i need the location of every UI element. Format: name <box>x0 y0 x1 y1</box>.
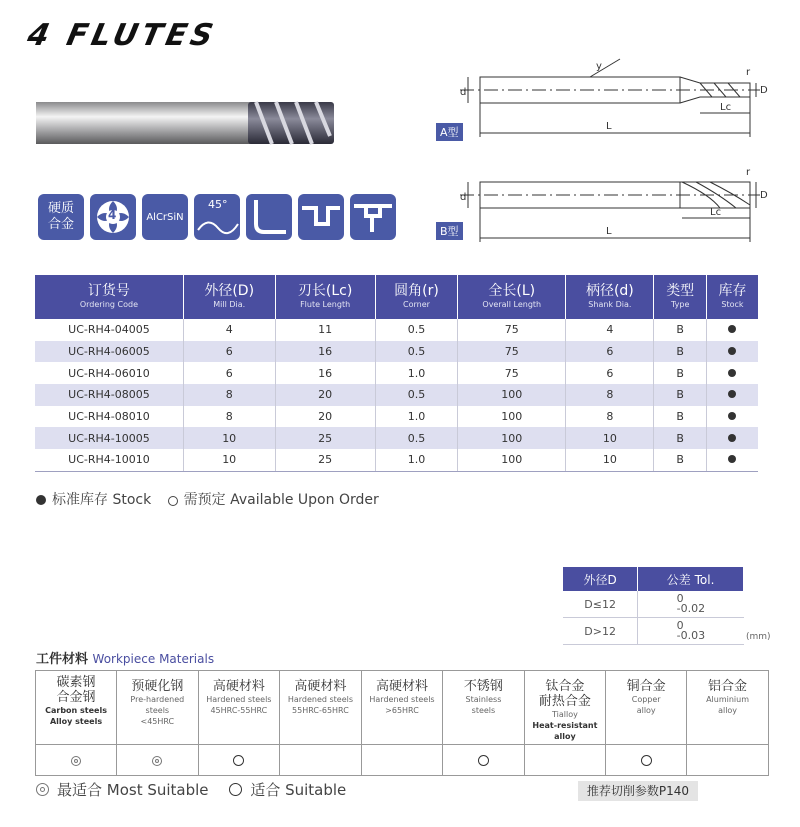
carbide-badge <box>38 194 84 240</box>
cell-stock <box>706 427 758 449</box>
most-suitable-icon <box>152 756 162 766</box>
tol-value-stack <box>676 618 706 642</box>
suitable-icon <box>229 783 242 796</box>
header-cn: 类型 <box>666 283 695 299</box>
cell-stock <box>706 341 758 363</box>
material-cn1: 碳素钢 <box>56 675 96 690</box>
header-cn: 订货号 <box>87 283 130 299</box>
cell-Lc: 16 <box>275 362 375 384</box>
stock-dot-icon <box>36 495 46 505</box>
materials-title-cn: 工件材料 <box>36 652 89 667</box>
stock-legend <box>36 489 379 509</box>
legend-most: 最适合 Most Suitable <box>57 781 209 799</box>
materials-title-en: Workpiece Materials <box>92 652 215 666</box>
spec-header-cell <box>566 275 654 319</box>
material-cn2: 耐热合金 <box>538 694 591 709</box>
corner-radius-icon <box>246 194 292 240</box>
suitable-icon <box>478 755 489 766</box>
header-cn: 库存 <box>718 283 747 299</box>
stock-dot-icon <box>728 434 736 442</box>
cell-D: 10 <box>183 427 275 449</box>
cell-D: 8 <box>183 384 275 406</box>
spec-header-cell <box>458 275 566 319</box>
spec-header-cell <box>375 275 458 319</box>
tolerance-table <box>563 567 744 645</box>
helix-angle: 45° <box>208 198 228 211</box>
cell-L: 100 <box>458 449 566 471</box>
material-en2: alloy <box>718 706 738 715</box>
cell-r: 1.0 <box>375 406 458 428</box>
carbide-line2: 合金 <box>47 217 74 232</box>
cell-D: 4 <box>183 319 275 341</box>
material-rating <box>443 745 524 776</box>
stock-dot-icon <box>728 369 736 377</box>
materials-title <box>36 648 214 667</box>
material-en1: Hardened steels <box>369 695 435 704</box>
stock-legend-order: 需预定 Available Upon Order <box>183 492 379 508</box>
slot-step-icon <box>298 194 344 240</box>
tol-row <box>563 618 744 645</box>
spec-header-cell <box>654 275 706 319</box>
material-en2: steels <box>471 706 496 715</box>
material-rating <box>524 745 606 776</box>
tol-range: D≤12 <box>563 591 638 618</box>
cell-type: B <box>654 341 706 363</box>
material-header <box>443 671 524 745</box>
header-en: Flute Length <box>300 300 351 309</box>
material-en1: Hardened steels <box>287 695 354 704</box>
flute-length-label: Lc <box>720 102 732 113</box>
cell-type: B <box>654 384 706 406</box>
material-en1: Carbon steels <box>45 706 107 715</box>
material-en2: steels <box>145 706 170 715</box>
cell-L: 75 <box>458 362 566 384</box>
dimension-drawings <box>420 55 770 245</box>
material-rating <box>280 745 362 776</box>
tol-lower: -0.03 <box>676 628 706 642</box>
carbide-line1: 硬质 <box>47 201 74 216</box>
cell-L: 100 <box>458 406 566 428</box>
suitable-icon <box>233 755 244 766</box>
unit-label: (mm) <box>746 632 771 642</box>
step-badge <box>298 194 344 240</box>
material-rating <box>117 745 199 776</box>
flute-count-badge <box>90 194 136 240</box>
cutting-params-ref[interactable]: 推荐切削参数P140 <box>578 781 698 801</box>
helix-label: y <box>596 61 602 72</box>
material-rating <box>36 745 117 776</box>
cell-stock <box>706 384 758 406</box>
cell-r: 1.0 <box>375 449 458 471</box>
header-cn: 柄径(d) <box>585 283 634 299</box>
cell-stock <box>706 362 758 384</box>
end-mill-image <box>36 96 336 150</box>
spec-header-row <box>35 275 758 319</box>
stock-dot-icon <box>728 390 736 398</box>
cell-d: 8 <box>566 406 654 428</box>
cell-r: 1.0 <box>375 362 458 384</box>
most-suitable-icon <box>36 783 49 796</box>
header-en: Type <box>671 300 690 309</box>
table-row <box>35 449 758 471</box>
shank-dia-label-b: d <box>460 192 467 203</box>
cell-L: 75 <box>458 341 566 363</box>
cell-Lc: 20 <box>275 384 375 406</box>
tol-upper: 0 <box>676 591 684 605</box>
most-suitable-icon <box>71 756 81 766</box>
cell-L: 100 <box>458 427 566 449</box>
legend-suitable: 适合 Suitable <box>250 781 347 799</box>
cell-d: 8 <box>566 384 654 406</box>
cell-D: 6 <box>183 341 275 363</box>
material-header <box>198 671 280 745</box>
spec-table <box>35 275 758 472</box>
header-en: Ordering Code <box>79 300 138 309</box>
cell-D: 8 <box>183 406 275 428</box>
order-ring-icon <box>168 496 178 506</box>
material-en2: Alloy steels <box>49 717 103 726</box>
header-en: Stock <box>721 300 744 309</box>
cell-code: UC-RH4-10005 <box>35 427 183 449</box>
tol-lower: -0.02 <box>676 601 706 615</box>
header-en: Shank Dia. <box>588 300 632 309</box>
table-row <box>35 341 758 363</box>
material-rating <box>361 745 443 776</box>
cell-r: 0.5 <box>375 319 458 341</box>
material-en1: Aluminium <box>706 695 750 704</box>
page-title: 4 FLUTES <box>24 18 220 53</box>
material-en2: alloy <box>636 706 656 715</box>
length-label: L <box>606 121 612 132</box>
cell-r: 0.5 <box>375 341 458 363</box>
t-slot-icon <box>350 194 396 240</box>
cell-code: UC-RH4-06005 <box>35 341 183 363</box>
length-label-b: L <box>606 226 612 237</box>
material-en1: Stainless <box>465 695 502 704</box>
table-row <box>35 362 758 384</box>
mill-dia-label: D <box>760 85 768 96</box>
cell-code: UC-RH4-04005 <box>35 319 183 341</box>
cell-r: 0.5 <box>375 384 458 406</box>
shank-dia-label: d <box>460 87 467 98</box>
stock-legend-standard: 标准库存 Stock <box>52 492 152 508</box>
cell-Lc: 16 <box>275 341 375 363</box>
material-cn1: 铝合金 <box>708 679 748 694</box>
cell-d: 10 <box>566 427 654 449</box>
table-row <box>35 319 758 341</box>
spec-header-cell <box>35 275 183 319</box>
material-en1: Hardened steels <box>206 695 272 704</box>
header-cn: 全长(L) <box>488 283 536 299</box>
cell-d: 10 <box>566 449 654 471</box>
material-rating <box>606 745 687 776</box>
material-header <box>606 671 687 745</box>
material-rating <box>687 745 769 776</box>
material-cn2: 合金钢 <box>56 690 96 705</box>
tol-value <box>638 618 744 645</box>
material-cn1: 钛合金 <box>545 679 585 694</box>
cell-stock <box>706 319 758 341</box>
material-cn1: 铜合金 <box>626 679 666 694</box>
groove-badge <box>350 194 396 240</box>
material-en2: 45HRC-55HRC <box>210 706 268 715</box>
cell-type: B <box>654 362 706 384</box>
type-b-label: B型 <box>436 222 463 240</box>
header-cn: 外径(D) <box>204 283 255 299</box>
coating-badge <box>142 194 188 240</box>
material-cn1: 预硬化钢 <box>131 679 184 694</box>
material-header <box>117 671 199 745</box>
mill-dia-label-b: D <box>760 190 768 201</box>
cell-stock <box>706 449 758 471</box>
material-en3: <45HRC <box>140 717 175 726</box>
material-header <box>687 671 769 745</box>
flute-length-label-b: Lc <box>710 207 722 218</box>
suitability-legend <box>36 779 346 800</box>
header-cn: 圆角(r) <box>394 283 439 299</box>
suitable-icon <box>641 755 652 766</box>
tol-upper: 0 <box>676 618 684 632</box>
corner-label-b: r <box>746 167 751 178</box>
stock-dot-icon <box>728 412 736 420</box>
material-en2: 55HRC-65HRC <box>292 706 349 715</box>
stock-dot-icon <box>728 325 736 333</box>
tol-header-dia: 外径D <box>563 567 638 591</box>
cell-type: B <box>654 406 706 428</box>
coating-name: AlCrSiN <box>146 211 184 223</box>
cell-Lc: 20 <box>275 406 375 428</box>
stock-dot-icon <box>728 347 736 355</box>
cell-code: UC-RH4-08010 <box>35 406 183 428</box>
cell-d: 4 <box>566 319 654 341</box>
cell-stock <box>706 406 758 428</box>
flute-count: 4 <box>108 208 117 222</box>
cell-r: 0.5 <box>375 427 458 449</box>
material-en1: Tialloy <box>552 710 578 719</box>
header-en: Mill Dia. <box>213 300 246 309</box>
spec-header-cell <box>706 275 758 319</box>
header-en: Overall Length <box>482 300 542 309</box>
cell-d: 6 <box>566 341 654 363</box>
tol-header-tol: 公差 Tol. <box>638 567 744 591</box>
material-rating <box>198 745 280 776</box>
cell-code: UC-RH4-10010 <box>35 449 183 471</box>
materials-table <box>35 670 769 776</box>
corner-radius-badge <box>246 194 292 240</box>
cell-Lc: 25 <box>275 427 375 449</box>
tol-value <box>638 591 744 618</box>
cell-L: 100 <box>458 384 566 406</box>
material-en1: Pre-hardened <box>130 695 185 704</box>
table-row <box>35 384 758 406</box>
material-en2: >65HRC <box>385 706 419 715</box>
tol-row <box>563 591 744 618</box>
stock-dot-icon <box>728 455 736 463</box>
cell-d: 6 <box>566 362 654 384</box>
material-cn1: 高硬材料 <box>294 679 347 694</box>
cell-D: 10 <box>183 449 275 471</box>
type-a-label: A型 <box>436 123 463 141</box>
material-header <box>361 671 443 745</box>
helix-badge <box>194 194 240 240</box>
tol-range: D>12 <box>563 618 638 645</box>
material-header <box>36 671 117 745</box>
material-cn1: 高硬材料 <box>375 679 428 694</box>
header-en: Corner <box>403 300 430 309</box>
cell-Lc: 25 <box>275 449 375 471</box>
table-row <box>35 427 758 449</box>
material-header <box>524 671 606 745</box>
material-cn1: 高硬材料 <box>212 679 265 694</box>
tol-value-stack <box>676 591 706 615</box>
material-cn1: 不锈钢 <box>463 679 503 694</box>
header-cn: 刃长(Lc) <box>297 283 353 299</box>
spec-header-cell <box>183 275 275 319</box>
cell-type: B <box>654 427 706 449</box>
material-header <box>280 671 362 745</box>
cell-code: UC-RH4-06010 <box>35 362 183 384</box>
corner-label: r <box>746 67 751 78</box>
table-row <box>35 406 758 428</box>
cell-L: 75 <box>458 319 566 341</box>
cell-type: B <box>654 319 706 341</box>
cell-Lc: 11 <box>275 319 375 341</box>
cell-code: UC-RH4-08005 <box>35 384 183 406</box>
spec-header-cell <box>275 275 375 319</box>
cell-D: 6 <box>183 362 275 384</box>
material-en1: Copper <box>631 695 661 704</box>
material-en2: Heat-resistant alloy <box>532 721 598 741</box>
cell-type: B <box>654 449 706 471</box>
